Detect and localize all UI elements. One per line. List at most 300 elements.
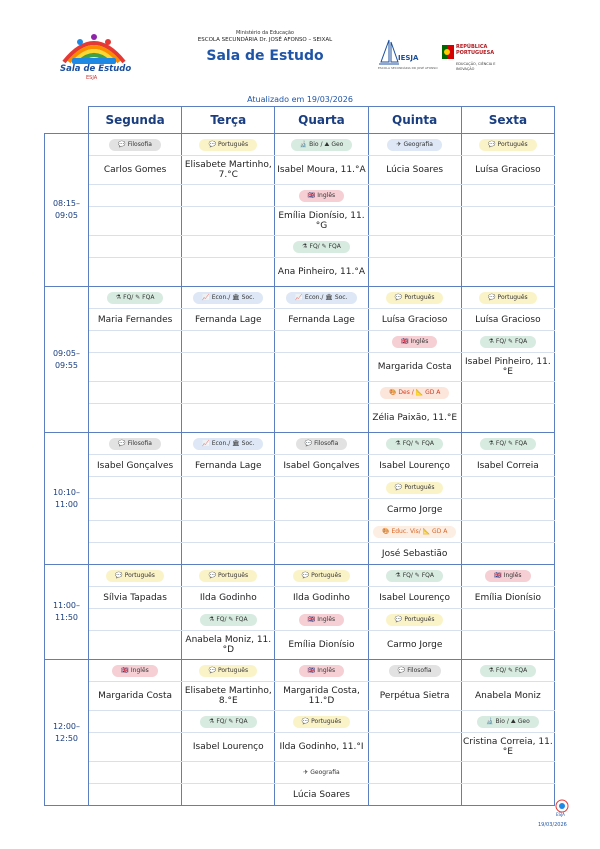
palette-icon: 🎨 — [381, 527, 390, 535]
empty-cell — [89, 711, 182, 733]
speech-bubble-icon: 💬 — [208, 140, 216, 148]
subject-cell — [461, 433, 554, 455]
subject-badge — [477, 716, 539, 728]
subject-badge — [392, 336, 437, 348]
schedule-row — [45, 711, 555, 733]
subject-label: Português — [217, 571, 249, 579]
flask-icon: ⚗ — [488, 666, 494, 674]
uk-flag-icon: 🇬🇧 — [400, 337, 409, 345]
subject-badge — [387, 139, 441, 151]
subject-cell — [368, 477, 461, 499]
teacher-name: Lúcia Soares — [275, 784, 368, 806]
subject-label: Português — [404, 293, 435, 301]
subject-badge — [199, 139, 257, 151]
teacher-name: Elisabete Martinho, 7.°C — [182, 156, 275, 185]
subject-label: FQ/ ✎ FQA — [402, 571, 435, 579]
teacher-name: Isabel Correia — [461, 455, 554, 477]
empty-cell — [368, 711, 461, 733]
subject-badge — [200, 716, 257, 728]
subject-label: Geografia — [403, 140, 433, 148]
empty-cell — [89, 382, 182, 404]
schedule-row — [45, 682, 555, 711]
schedule-row — [45, 236, 555, 258]
subject-cell — [182, 609, 275, 631]
schedule-row — [45, 587, 555, 609]
time-slot: 12:00– 12:50 — [45, 660, 89, 806]
teacher-name: Maria Fernandes — [89, 309, 182, 331]
teacher-name: Isabel Lourenço — [368, 455, 461, 477]
teacher-name: Isabel Lourenço — [368, 587, 461, 609]
teacher-name: Perpétua Sietra — [368, 682, 461, 711]
subject-label: FQ/ ✎ FQA — [123, 293, 155, 301]
empty-cell — [89, 207, 182, 236]
subject-badge — [299, 190, 344, 202]
subject-label: Econ./ 🏛 Soc. — [304, 293, 348, 301]
ministry-label: Ministério da Educação — [235, 30, 294, 36]
subject-badge — [286, 292, 356, 304]
empty-cell — [368, 762, 461, 784]
subject-badge — [107, 292, 164, 304]
empty-cell — [89, 521, 182, 543]
teacher-name: Zélia Paixão, 11.°E — [368, 404, 461, 433]
empty-cell — [89, 236, 182, 258]
uk-flag-icon: 🇬🇧 — [307, 191, 316, 199]
subject-cell — [182, 565, 275, 587]
empty-cell — [461, 404, 554, 433]
sala-de-estudo-logo — [58, 28, 130, 84]
empty-cell — [461, 521, 554, 543]
subject-cell — [89, 660, 182, 682]
subject-label: Português — [217, 666, 249, 674]
empty-cell — [182, 331, 275, 353]
subject-cell — [461, 134, 554, 156]
subject-badge — [380, 387, 449, 399]
teacher-name: Isabel Gonçalves — [89, 455, 182, 477]
subject-cell — [461, 711, 554, 733]
empty-cell — [89, 185, 182, 207]
chart-icon: 📈 — [295, 293, 303, 301]
empty-cell — [461, 185, 554, 207]
empty-cell — [275, 382, 368, 404]
subject-badge — [199, 570, 257, 582]
speech-bubble-icon: 💬 — [118, 140, 126, 148]
speech-bubble-icon: 💬 — [208, 666, 216, 674]
empty-cell — [461, 258, 554, 287]
subject-label: Inglês — [130, 666, 149, 674]
esja-footer-logo-icon — [552, 797, 572, 817]
time-slot: 10:10– 11:00 — [45, 433, 89, 565]
empty-cell — [182, 543, 275, 565]
subject-label: Filosofia — [127, 140, 152, 148]
republica-portuguesa-logo — [442, 44, 512, 71]
empty-cell — [368, 258, 461, 287]
subject-label: Português — [404, 615, 435, 623]
day-header: Segunda — [89, 107, 182, 134]
time-slot: 11:00– 11:50 — [45, 565, 89, 660]
globe-icon: ✈ — [303, 768, 309, 776]
subject-label: Português — [217, 140, 249, 148]
teacher-name: Ilda Godinho — [275, 587, 368, 609]
empty-cell — [182, 762, 275, 784]
subject-label: Educ. Vis/ 📐 GD A — [391, 527, 448, 535]
subject-badge — [109, 139, 161, 151]
subject-badge — [479, 292, 537, 304]
empty-cell — [368, 207, 461, 236]
speech-bubble-icon: 💬 — [301, 571, 310, 579]
empty-cell — [368, 784, 461, 806]
microscope-icon: 🔬 — [486, 717, 494, 725]
subject-cell — [182, 134, 275, 156]
empty-cell — [461, 762, 554, 784]
subject-cell — [461, 331, 554, 353]
teacher-name: Ana Pinheiro, 11.°A — [275, 258, 368, 287]
empty-cell — [89, 258, 182, 287]
empty-cell — [368, 236, 461, 258]
schedule-row — [45, 433, 555, 455]
subject-label: Geografia — [310, 768, 340, 776]
day-header: Sexta — [461, 107, 554, 134]
teacher-name: Cristina Correia, 11.°E — [461, 733, 554, 762]
schedule-row — [45, 134, 555, 156]
subject-label: Bio / ⛰ Geo — [495, 717, 530, 725]
esja-logo-text: IESJA — [398, 54, 419, 62]
schedule-row — [45, 631, 555, 660]
flask-icon: ⚗ — [208, 717, 215, 725]
empty-cell — [182, 784, 275, 806]
uk-flag-icon: 🇬🇧 — [307, 615, 316, 623]
subject-cell — [461, 565, 554, 587]
schedule-row — [45, 258, 555, 287]
subject-label: Inglês — [317, 191, 336, 199]
empty-cell — [182, 477, 275, 499]
subject-label: FQ/ ✎ FQA — [495, 337, 528, 345]
day-header: Quinta — [368, 107, 461, 134]
subject-cell — [275, 134, 368, 156]
subject-label: Des / 📐 GD A — [398, 388, 441, 396]
schedule-row — [45, 477, 555, 499]
subject-label: Português — [124, 571, 155, 579]
empty-cell — [89, 631, 182, 660]
subject-cell — [182, 660, 275, 682]
subject-badge — [386, 438, 443, 450]
subject-badge — [485, 570, 530, 582]
subject-label: FQ/ ✎ FQA — [402, 439, 435, 447]
empty-cell — [368, 185, 461, 207]
schedule-row — [45, 762, 555, 784]
teacher-name: Carlos Gomes — [89, 156, 182, 185]
schedule-row — [45, 543, 555, 565]
schedule-row — [45, 156, 555, 185]
subject-badge — [386, 570, 443, 582]
empty-cell — [461, 236, 554, 258]
subject-label: Português — [497, 293, 528, 301]
time-slot: 09:05– 09:55 — [45, 287, 89, 433]
schedule-row — [45, 353, 555, 382]
teacher-name: José Sebastião — [368, 543, 461, 565]
teacher-name: Luísa Gracioso — [368, 309, 461, 331]
microscope-icon: 🔬 — [299, 140, 308, 148]
schedule-row — [45, 733, 555, 762]
subject-cell — [89, 134, 182, 156]
esja-logo — [378, 38, 438, 76]
subject-badge — [386, 614, 444, 626]
chart-icon: 📈 — [202, 293, 210, 301]
logo-subtitle: ESJA — [86, 75, 98, 81]
empty-cell — [182, 258, 275, 287]
empty-cell — [461, 499, 554, 521]
subject-cell — [275, 287, 368, 309]
subject-cell — [368, 521, 461, 543]
subject-label: Econ./ 🏛 Soc. — [211, 439, 255, 447]
subject-cell — [182, 711, 275, 733]
teacher-name: Margarida Costa, 11.°D — [275, 682, 368, 711]
day-header: Quarta — [275, 107, 368, 134]
subject-badge — [291, 139, 353, 151]
schedule-row — [45, 499, 555, 521]
empty-cell — [182, 382, 275, 404]
subject-cell — [275, 660, 368, 682]
subject-label: Econ./ 🏛 Soc. — [211, 293, 255, 301]
portugal-shield-icon — [442, 45, 454, 59]
subject-cell — [89, 287, 182, 309]
speech-bubble-icon: 💬 — [301, 717, 310, 725]
speech-bubble-icon: 💬 — [208, 571, 216, 579]
empty-cell — [89, 404, 182, 433]
subject-cell — [275, 762, 368, 784]
subject-badge — [480, 438, 537, 450]
subject-cell — [89, 565, 182, 587]
flask-icon: ⚗ — [208, 615, 215, 623]
subject-badge — [200, 614, 257, 626]
republic-subtitle: EDUCAÇÃO, CIÊNCIA E INOVAÇÃO — [456, 62, 496, 71]
subject-cell — [368, 134, 461, 156]
updated-date: Atualizado em 19/03/2026 — [247, 95, 353, 104]
empty-cell — [182, 499, 275, 521]
sail-icon — [378, 38, 400, 66]
subject-badge — [293, 716, 351, 728]
flask-icon: ⚗ — [488, 439, 494, 447]
footer-date: 19/03/2026 — [538, 822, 567, 828]
subject-cell — [368, 382, 461, 404]
schedule-row — [45, 455, 555, 477]
page-header — [150, 30, 380, 64]
empty-cell — [182, 207, 275, 236]
schedule-row — [45, 287, 555, 309]
day-header: Terça — [182, 107, 275, 134]
subject-cell — [368, 433, 461, 455]
subject-badge — [293, 570, 351, 582]
subject-badge — [386, 292, 444, 304]
subject-cell — [368, 287, 461, 309]
empty-cell — [89, 353, 182, 382]
speech-bubble-icon: 💬 — [397, 666, 406, 674]
rainbow-people-icon — [58, 28, 130, 68]
empty-cell — [275, 404, 368, 433]
subject-label: Inglês — [317, 615, 336, 623]
schedule-row — [45, 404, 555, 433]
schedule-table — [44, 106, 555, 806]
empty-cell — [275, 521, 368, 543]
teacher-name: Isabel Moura, 11.°A — [275, 156, 368, 185]
speech-bubble-icon: 💬 — [488, 293, 496, 301]
esja-logo-subtitle: ESCOLA SECUNDÁRIA DR JOSÉ AFONSO — [378, 66, 438, 70]
teacher-name: Carmo Jorge — [368, 631, 461, 660]
empty-cell — [89, 784, 182, 806]
empty-cell — [461, 631, 554, 660]
subject-badge — [480, 336, 537, 348]
subject-label: Filosofia — [127, 439, 152, 447]
subject-label: FQ/ ✎ FQA — [216, 717, 248, 725]
teacher-name: Carmo Jorge — [368, 499, 461, 521]
subject-badge — [199, 665, 257, 677]
flask-icon: ⚗ — [302, 242, 308, 250]
speech-bubble-icon: 💬 — [118, 439, 126, 447]
subject-badge — [386, 482, 444, 494]
subject-cell — [275, 236, 368, 258]
empty-cell — [182, 185, 275, 207]
teacher-name: Margarida Costa — [89, 682, 182, 711]
empty-cell — [89, 733, 182, 762]
subject-badge — [109, 438, 161, 450]
page-title: Sala de Estudo — [206, 48, 324, 64]
subject-cell — [368, 609, 461, 631]
chart-icon: 📈 — [202, 439, 210, 447]
subject-label: FQ/ ✎ FQA — [309, 242, 341, 250]
flask-icon: ⚗ — [488, 337, 494, 345]
empty-cell — [182, 521, 275, 543]
empty-cell — [182, 353, 275, 382]
subject-badge — [299, 614, 344, 626]
time-slot: 08:15– 09:05 — [45, 134, 89, 287]
schedule-row — [45, 185, 555, 207]
teacher-name: Sílvia Tapadas — [89, 587, 182, 609]
palette-icon: 🎨 — [388, 388, 397, 396]
empty-cell — [368, 733, 461, 762]
teacher-name: Emília Dionísio, 11.°G — [275, 207, 368, 236]
teacher-name: Ilda Godinho, 11.°I — [275, 733, 368, 762]
teacher-name: Margarida Costa — [368, 353, 461, 382]
empty-cell — [182, 236, 275, 258]
schedule-row — [45, 609, 555, 631]
teacher-name: Fernanda Lage — [182, 309, 275, 331]
subject-label: Inglês — [503, 571, 522, 579]
empty-cell — [182, 404, 275, 433]
subject-cell — [182, 433, 275, 455]
subject-cell — [89, 433, 182, 455]
flask-icon: ⚗ — [395, 439, 401, 447]
teacher-name: Lúcia Soares — [368, 156, 461, 185]
schedule-row — [45, 521, 555, 543]
empty-cell — [89, 499, 182, 521]
subject-badge — [193, 292, 263, 304]
teacher-name: Luísa Gracioso — [461, 156, 554, 185]
teacher-name: Elisabete Martinho, 8.°E — [182, 682, 275, 711]
teacher-name: Fernanda Lage — [182, 455, 275, 477]
speech-bubble-icon: 💬 — [394, 615, 403, 623]
subject-label: Bio / ⛰ Geo — [309, 140, 344, 148]
subject-cell — [368, 331, 461, 353]
empty-cell — [461, 477, 554, 499]
corner-cell — [45, 107, 89, 134]
subject-cell — [275, 433, 368, 455]
subject-label: Português — [311, 571, 342, 579]
empty-cell — [461, 609, 554, 631]
subject-label: Filosofia — [314, 439, 339, 447]
subject-cell — [182, 287, 275, 309]
school-name: ESCOLA SECUNDÁRIA Dr. JOSÉ AFONSO – SEIXAL — [197, 37, 333, 43]
subject-label: Português — [497, 140, 528, 148]
subject-badge — [389, 665, 441, 677]
teacher-name: Anabela Moniz — [461, 682, 554, 711]
uk-flag-icon: 🇬🇧 — [494, 571, 502, 579]
speech-bubble-icon: 💬 — [394, 483, 403, 491]
teacher-name: Isabel Gonçalves — [275, 455, 368, 477]
subject-badge — [294, 767, 348, 779]
subject-label: Inglês — [410, 337, 429, 345]
schedule-row — [45, 207, 555, 236]
teacher-name: Emília Dionísio — [275, 631, 368, 660]
empty-cell — [89, 477, 182, 499]
empty-cell — [275, 543, 368, 565]
speech-bubble-icon: 💬 — [304, 439, 313, 447]
subject-cell — [275, 609, 368, 631]
subject-cell — [368, 565, 461, 587]
schedule-row — [45, 331, 555, 353]
subject-label: Português — [404, 483, 435, 491]
empty-cell — [275, 499, 368, 521]
schedule-row — [45, 382, 555, 404]
empty-cell — [461, 207, 554, 236]
svg-text:ESJA: ESJA — [556, 812, 565, 817]
subject-label: Filosofia — [407, 666, 432, 674]
flask-icon: ⚗ — [115, 293, 122, 301]
subject-badge — [193, 438, 263, 450]
empty-cell — [275, 331, 368, 353]
subject-cell — [275, 185, 368, 207]
subject-label: Português — [311, 717, 342, 725]
day-header-row — [45, 107, 555, 134]
empty-cell — [89, 762, 182, 784]
teacher-name: Ilda Godinho — [182, 587, 275, 609]
flask-icon: ⚗ — [395, 571, 401, 579]
empty-cell — [461, 543, 554, 565]
teacher-name: Fernanda Lage — [275, 309, 368, 331]
teacher-name: Emília Dionísio — [461, 587, 554, 609]
empty-cell — [89, 331, 182, 353]
subject-cell — [275, 711, 368, 733]
teacher-name: Isabel Pinheiro, 11.°E — [461, 353, 554, 382]
teacher-name: Luísa Gracioso — [461, 309, 554, 331]
teacher-name: Isabel Lourenço — [182, 733, 275, 762]
empty-cell — [275, 353, 368, 382]
schedule-row — [45, 309, 555, 331]
subject-badge — [479, 139, 537, 151]
subject-label: FQ/ ✎ FQA — [495, 439, 528, 447]
subject-badge — [480, 665, 537, 677]
subject-badge — [373, 526, 456, 538]
speech-bubble-icon: 💬 — [488, 140, 496, 148]
subject-badge — [106, 570, 164, 582]
logo-title: Sala de Estudo — [60, 64, 132, 74]
speech-bubble-icon: 💬 — [394, 293, 403, 301]
subject-cell — [461, 660, 554, 682]
globe-icon: ✈ — [396, 140, 402, 148]
empty-cell — [89, 609, 182, 631]
schedule-row — [45, 565, 555, 587]
empty-cell — [89, 543, 182, 565]
teacher-name: Anabela Moniz, 11.°D — [182, 631, 275, 660]
speech-bubble-icon: 💬 — [115, 571, 123, 579]
